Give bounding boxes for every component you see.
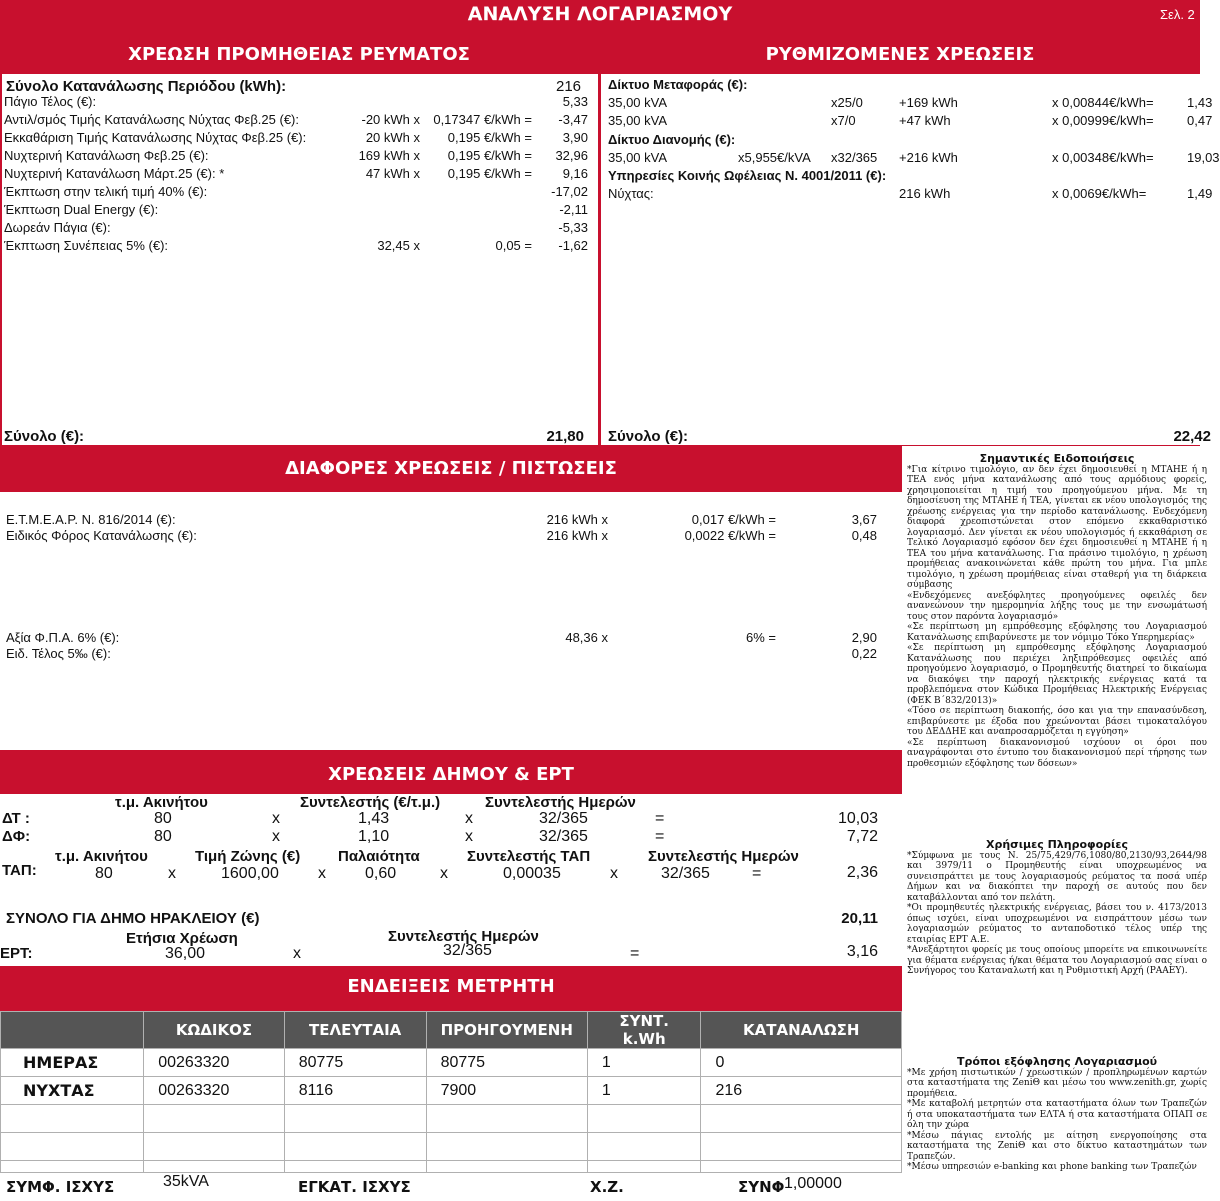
payment-methods-title: Τρόποι εξόφλησης Λογαριασμού [956, 1055, 1158, 1068]
payment-methods [907, 1057, 1207, 1173]
reg-rate: x 0,0069€/kWh= [1052, 186, 1147, 201]
col-days-header: Συντελεστής Ημερών [485, 794, 636, 811]
supply-line-amount: 3,90 [562, 130, 588, 145]
supply-line-amount: -5,33 [558, 220, 588, 235]
supply-line-amount: -3,47 [558, 112, 588, 127]
supply-panel [2, 74, 598, 445]
supply-line-rate: 0,17347 €/kWh = [433, 112, 532, 127]
tap-zone: 1600,00 [221, 865, 279, 882]
top-title-bar [0, 0, 1200, 32]
meter-cell: 216 [701, 1077, 902, 1105]
meter-cell: 80775 [284, 1049, 426, 1077]
reg-amount: 1,49 [1187, 186, 1213, 201]
supply-line-amount: 32,96 [555, 148, 588, 163]
reg-amount: 1,43 [1187, 95, 1213, 110]
muni-row-amount: 10,03 [837, 810, 878, 827]
muni-row-x1: x [272, 828, 280, 845]
reg-kva: 35,00 kVA [608, 113, 668, 128]
ert-annual-header: Ετήσια Χρέωση [126, 930, 238, 947]
reg-b: x7/0 [831, 113, 856, 128]
page-title: ΑΝΑΛΥΣΗ ΛΟΓΑΡΙΑΣΜΟΥ [467, 3, 733, 25]
muni-row-x2: x [465, 828, 473, 845]
useful-info-title: Χρήσιμες Πληροφορίες [985, 838, 1128, 851]
reg-kva: 35,00 kVA [608, 150, 668, 165]
contract-power-label: ΣΥΜΦ. ΙΣΧΥΣ [6, 1178, 115, 1196]
note-paragraph: *Για κίτρινο τιμολόγιο, αν δεν έχει δημοσιευθεί η ΜΤΑΗΕ ή η ΤΕΑ ενός μήνα κατανάλωσης από τους αρμόδιους φορείς, χρησιμοποιείται η τιμή του προηγούμενου μήνα. Με τη δημοσίευση της ΜΤΑΗΕ ή ΤΕΑ, γίνεται εκ νέου υπολογισμός της χρέωσης ενέργειας για την περίοδο κατανάλωσης. Ενδεχόμενη διαφορά χρεοπιστώνεται στον επόμενο εκκαθαριστικό λογαριασμό. Δεν γίνεται εκ νέου υπολογισμός ή εκκαθάριση σε Τελικό Λογαριασμό εφόσον δεν έχει δημοσιευθεί η ΜΤΑΗΕ ή η ΤΕΑ του μήνα κατανάλωσης. Για πράσινο τιμολόγιο, η χρέωση προμήθειας ανακοινώνεται κάθε πρώτη του μήνα. Για μπλε τιμολόγιο, η χρέωση προμήθειας είναι σταθερή για τη διάρκεια σύμβασης [907, 464, 1207, 590]
muni-row-area: 80 [154, 810, 172, 827]
meter-col-header: ΚΩΔΙΚΟΣ [144, 1012, 285, 1049]
misc-line-qty: 216 kWh x [546, 528, 608, 543]
meter-cell: 8116 [284, 1077, 426, 1105]
tap-eq: = [752, 865, 762, 882]
reg-rate: x 0,00844€/kWh= [1052, 95, 1154, 110]
tap-area-header: τ.μ. Ακινήτου [55, 848, 148, 865]
tap-coef: 0,00035 [503, 865, 561, 882]
note-paragraph: «Σε περίπτωση μη εμπρόθεσμης εξόφλησης του Λογαριασμού Κατανάλωσης επιβαρύνεστε με τον νόμιμο Τόκο Υπερημερίας» [907, 622, 1207, 643]
meter-cell [701, 1105, 902, 1133]
tap-x3: x [440, 865, 448, 882]
regulated-section-title: ΡΥΘΜΙΖΟΜΕΝΕΣ ΧΡΕΩΣΕΙΣ [765, 44, 1035, 65]
meter-cell: ΗΜΕΡΑΣ [1, 1049, 144, 1077]
ert-days-header: Συντελεστής Ημερών [388, 928, 539, 945]
ert-x: x [293, 945, 301, 962]
reg-kva: 35,00 kVA [608, 95, 668, 110]
supply-line-qty: -20 kWh x [361, 112, 420, 127]
reg-rate: x 0,00348€/kWh= [1052, 150, 1154, 165]
synf-value: 1,00000 [784, 1175, 842, 1192]
note-paragraph: *Με καταβολή μετρητών στα καταστήματα όλων των Τραπεζών ή στα υποκαταστήματα των ΕΛΤΑ ή στα καταστήματα ΟΠΑΠ σε όλη την χώρα [907, 1099, 1207, 1130]
municipal-panel [0, 794, 902, 966]
misc-panel [0, 492, 902, 750]
reg-kwh: 216 kWh [899, 186, 951, 201]
supply-line-label: Έκπτωση Dual Energy (€): [4, 202, 159, 217]
municipal-section-title: ΧΡΕΩΣΕΙΣ ΔΗΜΟΥ & ΕΡΤ [328, 764, 574, 785]
consumption-value: 216 [556, 78, 582, 95]
misc-line-rate: 0,017 €/kWh = [691, 512, 776, 527]
note-paragraph: «Ενδεχόμενες ανεξόφλητες προηγούμενες οφειλές δεν ανανεώνουν την ημερομηνία λήξης τους με την ενσωμάτωσή τους στον παρόντα λογαριασμό» [907, 590, 1207, 622]
meter-row [1, 1133, 902, 1161]
note-paragraph: «Τόσο σε περίπτωση διακοπής, όσο και για την επανασύνδεση, επιβαρύνεστε με έξοδα που χρεώνονται βάσει τιμοκαταλόγου του ΔΕΔΔΗΕ και αναπροσαρμόζεται η εγγύηση» [907, 706, 1207, 737]
note-paragraph: *Σύμφωνα με τους Ν. 25/75,429/76,1080/80,2130/93,2644/98 και 3979/11 ο Προμηθευτής είναι υποχρεωμένος να συνεισπράττει με τους λογαριασμούς ρεύματος τα ποσά υπέρ Δήμων και να διακόπτει την παροχή σε αυτούς που δεν καταβάλλονται από τον πελάτη. [907, 850, 1207, 903]
regulated-total-label: Σύνολο (€): [608, 428, 689, 445]
meter-row [1, 1049, 902, 1077]
useful-info [907, 840, 1207, 977]
distribution-label: Δίκτυο Διανομής (€): [608, 132, 736, 147]
tap-coef-header: Συντελεστής ΤΑΠ [467, 848, 591, 865]
ert-eq: = [630, 945, 640, 962]
meter-col-header: ΤΕΛΕΥΤΑΙΑ [284, 1012, 426, 1049]
misc-line-qty: 48,36 x [565, 630, 608, 645]
supply-line-qty: 32,45 x [377, 238, 420, 253]
reg-kwh: +47 kWh [899, 113, 951, 128]
municipal-total-value: 20,11 [841, 910, 878, 927]
tap-age-header: Παλαιότητα [338, 848, 420, 865]
muni-row-eq: = [655, 828, 665, 845]
supply-line-label: Εκκαθάριση Τιμής Κατανάλωσης Νύχτας Φεβ.25 (€): [4, 130, 307, 145]
note-paragraph: *Μέσω υπηρεσιών e-banking και phone banking των Τραπεζών [907, 1162, 1197, 1172]
meter-section-title: ΕΝΔΕΙΞΕΙΣ ΜΕΤΡΗΤΗ [347, 976, 555, 997]
tap-x2: x [318, 865, 326, 882]
meter-cell: 7900 [426, 1077, 587, 1105]
misc-line-amount: 0,48 [851, 528, 877, 543]
tap-area: 80 [95, 865, 113, 882]
contract-power-value: 35kVA [163, 1173, 209, 1190]
meter-cell [701, 1133, 902, 1161]
meter-cell: 00263320 [144, 1077, 285, 1105]
muni-row-x1: x [272, 810, 280, 827]
tap-days-header: Συντελεστής Ημερών [648, 848, 799, 865]
meter-cell: 80775 [426, 1049, 587, 1077]
reg-kwh: +216 kWh [899, 150, 958, 165]
regulated-total-value: 22,42 [1173, 428, 1211, 445]
supply-line-qty: 169 kWh x [358, 148, 420, 163]
important-notices-title: Σημαντικές Ειδοποιήσεις [979, 452, 1135, 465]
muni-row-label: ΔΤ : [2, 810, 30, 827]
misc-section-title: ΔΙΑΦΟΡΕΣ ΧΡΕΩΣΕΙΣ / ΠΙΣΤΩΣΕΙΣ [285, 458, 617, 479]
tap-x1: x [168, 865, 176, 882]
supply-total-value: 21,80 [546, 428, 584, 445]
ypo-label: Υπηρεσίες Κοινής Ωφέλειας Ν. 4001/2011 (€): [608, 168, 887, 183]
misc-line-label: Ε.Τ.Μ.Ε.Α.Ρ. Ν. 816/2014 (€): [6, 512, 176, 527]
ert-amount: 3,16 [846, 943, 878, 960]
transmission-label: Δίκτυο Μεταφοράς (€): [608, 77, 748, 92]
reg-kva: Νύχτας: [608, 186, 654, 201]
meter-cell [1, 1133, 144, 1161]
misc-line-amount: 0,22 [851, 646, 877, 661]
installed-power-label: ΕΓΚΑΤ. ΙΣΧΥΣ [298, 1178, 411, 1196]
supply-line-amount: -17,02 [551, 184, 588, 199]
tap-days: 32/365 [661, 865, 710, 882]
supply-line-label: Έκπτωση Συνέπειας 5% (€): [4, 238, 169, 253]
tap-label: ΤΑΠ: [2, 862, 37, 879]
muni-row-coef: 1,10 [358, 828, 390, 845]
supply-line-label: Νυχτερινή Κατανάλωση Μάρτ.25 (€): * [4, 166, 225, 181]
supply-line-label: Αντιλ/σμός Τιμής Κατανάλωσης Νύχτας Φεβ.25 (€): [4, 112, 299, 127]
col-area-header: τ.μ. Ακινήτου [115, 794, 208, 811]
supply-section-title: ΧΡΕΩΣΗ ΠΡΟΜΗΘΕΙΑΣ ΡΕΥΜΑΤΟΣ [128, 44, 470, 65]
tap-age: 0,60 [365, 865, 397, 882]
meter-cell [1, 1105, 144, 1133]
tap-amount: 2,36 [846, 864, 878, 881]
misc-line-rate: 0,0022 €/kWh = [684, 528, 776, 543]
municipal-total-label: ΣΥΝΟΛΟ ΓΙΑ ΔΗΜΟ ΗΡΑΚΛΕΙΟΥ (€) [6, 910, 260, 927]
muni-row-coef: 1,43 [358, 810, 390, 827]
misc-line-label: Ειδ. Τέλος 5‰ (€): [6, 646, 111, 661]
supply-line-rate: 0,195 €/kWh = [447, 166, 532, 181]
ert-days: 32/365 [443, 942, 492, 959]
misc-line-label: Ειδικός Φόρος Κατανάλωσης (€): [6, 528, 197, 543]
misc-line-rate: 6% = [746, 630, 776, 645]
supply-line-label: Πάγιο Τέλος (€): [4, 94, 97, 109]
reg-b: x32/365 [831, 150, 878, 165]
consumption-label: Σύνολο Κατανάλωσης Περιόδου (kWh): [6, 78, 287, 95]
meter-col-header: ΠΡΟΗΓΟΥΜΕΝΗ [426, 1012, 587, 1049]
misc-line-label: Αξία Φ.Π.Α. 6% (€): [6, 630, 120, 645]
meter-cell: 0 [701, 1049, 902, 1077]
muni-row-eq: = [655, 810, 665, 827]
meter-cell [284, 1133, 426, 1161]
muni-row-days: 32/365 [539, 810, 588, 827]
meter-cell [144, 1105, 285, 1133]
supply-line-amount: 9,16 [562, 166, 588, 181]
muni-row-label: ΔΦ: [2, 828, 31, 845]
note-paragraph: *Με χρήση πιστωτικών / χρεωστικών / προπληρωμένων καρτών στα καταστήματα της ZeniΘ και μέσω του www.zenith.gr, χωρίς προμήθεια. [907, 1067, 1207, 1099]
supply-line-qty: 47 kWh x [365, 166, 420, 181]
supply-line-rate: 0,195 €/kWh = [447, 148, 532, 163]
meter-cell [587, 1105, 701, 1133]
muni-row-x2: x [465, 810, 473, 827]
reg-amount: 19,03 [1187, 150, 1220, 165]
meter-row [1, 1077, 902, 1105]
meter-footer [0, 1172, 902, 1201]
meter-cell: 1 [587, 1049, 701, 1077]
meter-col-header: ΚΑΤΑΝΑΛΩΣΗ [701, 1012, 902, 1049]
misc-line-qty: 216 kWh x [546, 512, 608, 527]
reg-rate: x 0,00999€/kWh= [1052, 113, 1154, 128]
meter-cell: ΝΥΧΤΑΣ [1, 1077, 144, 1105]
note-paragraph: *Ανεξάρτητοι φορείς με τους οποίους μπορείτε να επικοινωνείτε για θέματα ενέργειας ή/και θέματα του Λογαριασμού σας είναι ο Συνήγορος του Καταναλωτή και η Ρυθμιστική Αρχή (ΡΑΑΕΥ). [907, 945, 1207, 976]
meter-cell [284, 1105, 426, 1133]
reg-a: x5,955€/kVA [738, 150, 811, 165]
note-paragraph: «Σε περίπτωση διακανονισμού ισχύουν οι όροι που αναγράφονται στο έντυπο του διακανονισμού περί τήρησης των προθεσμιών εξόφλησης των δόσεων» [907, 737, 1207, 769]
reg-amount: 0,47 [1187, 113, 1213, 128]
supply-line-amount: -1,62 [558, 238, 588, 253]
xz-label: Χ.Ζ. [590, 1178, 624, 1196]
meter-cell [426, 1133, 587, 1161]
ert-label: ΕΡΤ: [0, 945, 33, 962]
misc-line-amount: 2,90 [851, 630, 877, 645]
important-notices [907, 454, 1207, 769]
supply-line-label: Έκπτωση στην τελική τιμή 40% (€): [4, 184, 208, 199]
meter-cell [426, 1105, 587, 1133]
supply-total-label: Σύνολο (€): [4, 428, 85, 445]
meter-cell: 1 [587, 1077, 701, 1105]
supply-line-amount: -2,11 [559, 202, 588, 217]
synf-label: ΣΥΝΦ [738, 1178, 785, 1196]
meter-cell [587, 1133, 701, 1161]
supply-line-label: Δωρεάν Πάγια (€): [4, 220, 111, 235]
supply-line-rate: 0,195 €/kWh = [447, 130, 532, 145]
meter-col-header [1, 1012, 144, 1049]
meter-cell: 00263320 [144, 1049, 285, 1077]
meter-cell [144, 1133, 285, 1161]
supply-line-label: Νυχτερινή Κατανάλωση Φεβ.25 (€): [4, 148, 209, 163]
supply-line-qty: 20 kWh x [365, 130, 420, 145]
note-paragraph: «Σε περίπτωση μη εμπρόθεσμης εξόφλησης Λογαριασμού Κατανάλωσης που περιέχει ληξιπρόθεσμες οφειλές από προηγούμενο λογαριασμό, ο Προμηθευτής διατηρεί το δικαίωμα να διακόψει την παροχή ηλεκτρικής ενέργειας κατά τα προβλεπόμενα στον Κώδικα Προμήθειας Ηλεκτρικής Ενέργειας (ΦΕΚ Β΄832/2013)» [907, 643, 1207, 706]
supply-line-amount: 5,33 [562, 94, 588, 109]
reg-kwh: +169 kWh [899, 95, 958, 110]
tap-zone-header: Τιμή Ζώνης (€) [195, 848, 301, 865]
muni-row-area: 80 [154, 828, 172, 845]
tap-x4: x [610, 865, 618, 882]
muni-row-amount: 7,72 [846, 828, 878, 845]
supply-line-rate: 0,05 = [495, 238, 532, 253]
meter-table [0, 1011, 902, 1189]
note-paragraph: *Μέσω πάγιας εντολής με αίτηση ενεργοποίησης στα καταστήματα της ZeniΘ και στο δίκτυο καταστημάτων των Τραπεζών. [907, 1130, 1207, 1162]
ert-annual: 36,00 [165, 945, 206, 962]
note-paragraph: *Οι προμηθευτές ηλεκτρικής ενέργειας, βάσει του ν. 4173/2013 όπως ισχύει, είναι υποχρεωμένοι να εισπράττουν μέσω των λογαριασμών ρεύματος το ανταποδοτικό τέλος υπέρ της εταιρίας ΕΡΤ Α.Ε. [907, 903, 1207, 945]
reg-b: x25/0 [831, 95, 863, 110]
meter-row [1, 1105, 902, 1133]
col-coef-header: Συντελεστής (€/τ.μ.) [300, 794, 441, 811]
regulated-panel [601, 74, 1220, 445]
page-number: Σελ. 2 [1160, 7, 1195, 22]
misc-line-amount: 3,67 [851, 512, 877, 527]
meter-col-header: ΣΥΝΤ. k.Wh [587, 1012, 701, 1049]
muni-row-days: 32/365 [539, 828, 588, 845]
